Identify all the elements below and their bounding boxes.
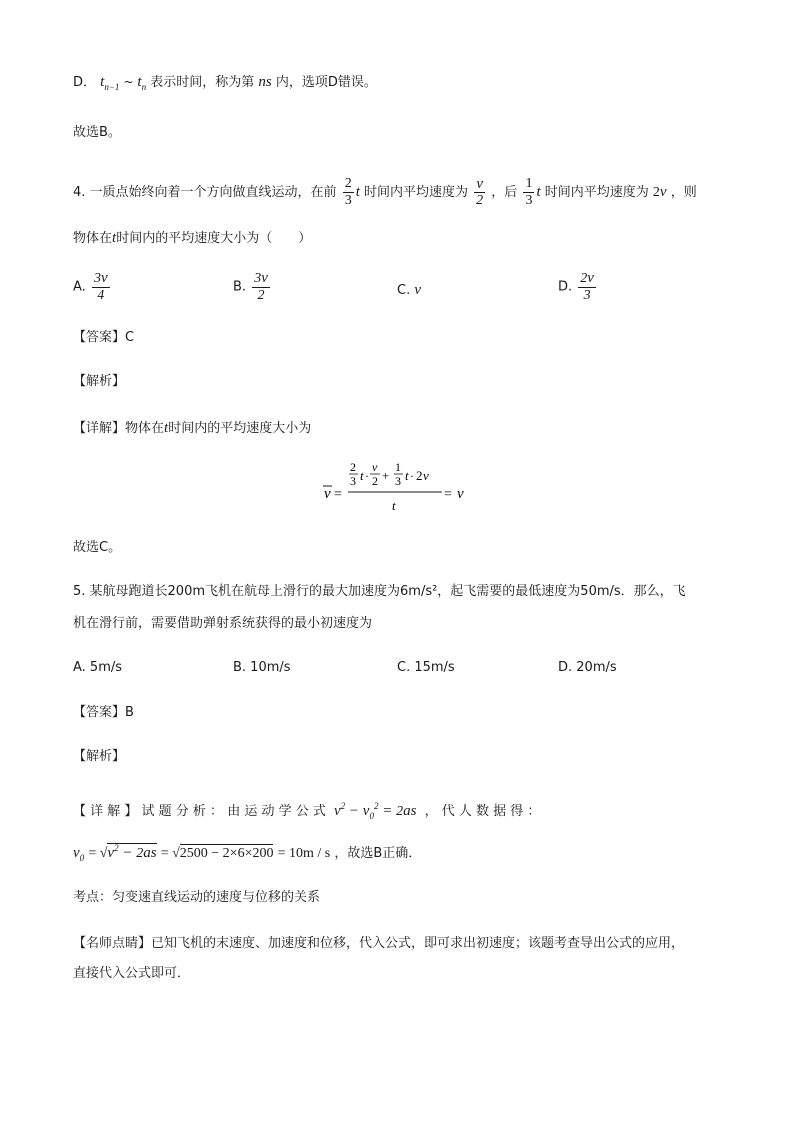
svg-text:3: 3 [395,474,401,488]
question-5-line1: 5. 某航母跑道长200m飞机在航母上滑行的最大加速度为6m/s²，起飞需要的最低速度为50m/s．那么，飞 [73,584,686,599]
detail-1: 【详解】物体在t时间内的平均速度大小为 [73,420,312,436]
svg-text:1: 1 [395,460,401,474]
answer-b: 【答案】B [73,705,134,720]
q4-option-c[interactable]: C. v [397,282,422,298]
fraction-v-over-2: $\frac{v}{2}$ [476,176,484,208]
svg-text:=: = [334,487,342,502]
question-5-line2: 机在滑行前，需要借助弹射系统获得的最小初速度为 [73,616,373,631]
detail-2-line2: $v_0 = √v^2 - 2as = √2500 - 2\times 6\times 200 = 10m / s$ ，故选B正确． [73,843,422,863]
knowledge-point: 考点：匀变速直线运动的速度与位移的关系 [73,890,321,905]
svg-text:2: 2 [416,468,423,483]
average-velocity-formula [320,458,480,518]
detail-2-line1: 【 详 解 】 试 题 分 析 ： 由 运 动 学 公 式 $v^2 - v_0^2 = 2as$ ， 代 人 数 据 得 ： [73,801,541,821]
q5-option-b[interactable]: B. 10m/s [233,660,291,675]
svg-text:v: v [423,468,429,483]
svg-text:t: t [360,468,364,483]
q5-option-c[interactable]: C. 15m/s [397,660,455,675]
q5-option-a[interactable]: A. 5m/s [73,660,123,675]
answer-c: 【答案】C [73,330,135,345]
svg-text:v: v [372,460,378,474]
q4-option-b[interactable]: B. $\frac{3v}{2}$ [233,270,268,303]
fraction-one-third: $\frac{1}{3}$ [525,176,533,208]
svg-text:·: · [365,469,369,483]
question-4-line1: 4. 一质点始终向着一个方向做直线运动，在前 $\frac{2}{3}$ t 时间内平均速度为 $\frac{v}{2}$ ，后 $\frac{1}{3}$ t 时间内平均速度为 2v ，则 [73,176,697,208]
fraction-two-thirds: $\frac{2}{3}$ [344,176,352,208]
option-d-explanation: D． $t_{n-1}$ ~ $t_n$ 表示时间，称为第 ns 内，选项D错误。 [73,74,377,92]
svg-text:v: v [457,486,464,502]
svg-text:=: = [444,487,452,502]
svg-text:t: t [392,498,396,513]
svg-text:2: 2 [372,474,378,488]
svg-text:·: · [410,469,414,483]
svg-text:t: t [405,468,409,483]
svg-text:+: + [382,468,390,483]
teacher-comment-line2: 直接代入公式即可． [73,966,191,981]
question-4-line2: 物体在t时间内的平均速度大小为（ ） [73,230,312,246]
analysis-heading-2: 【解析】 [73,749,126,764]
svg-text:v: v [324,486,331,502]
q4-option-d[interactable]: D. $\frac{2v}{3}$ [558,270,594,303]
svg-text:3: 3 [350,474,356,488]
q4-option-a[interactable]: A. $\frac{3v}{4}$ [73,270,108,303]
svg-text:2: 2 [350,460,356,474]
analysis-heading-1: 【解析】 [73,374,126,389]
choose-c-text: 故选C。 [73,540,122,555]
teacher-comment-line1: 【名师点睛】已知飞机的末速度、加速度和位移，代入公式，即可求出初速度；该题考查导出公式的应用， [73,936,685,951]
choose-b-text: 故选B。 [73,125,121,140]
q5-option-d[interactable]: D. 20m/s [558,660,617,675]
